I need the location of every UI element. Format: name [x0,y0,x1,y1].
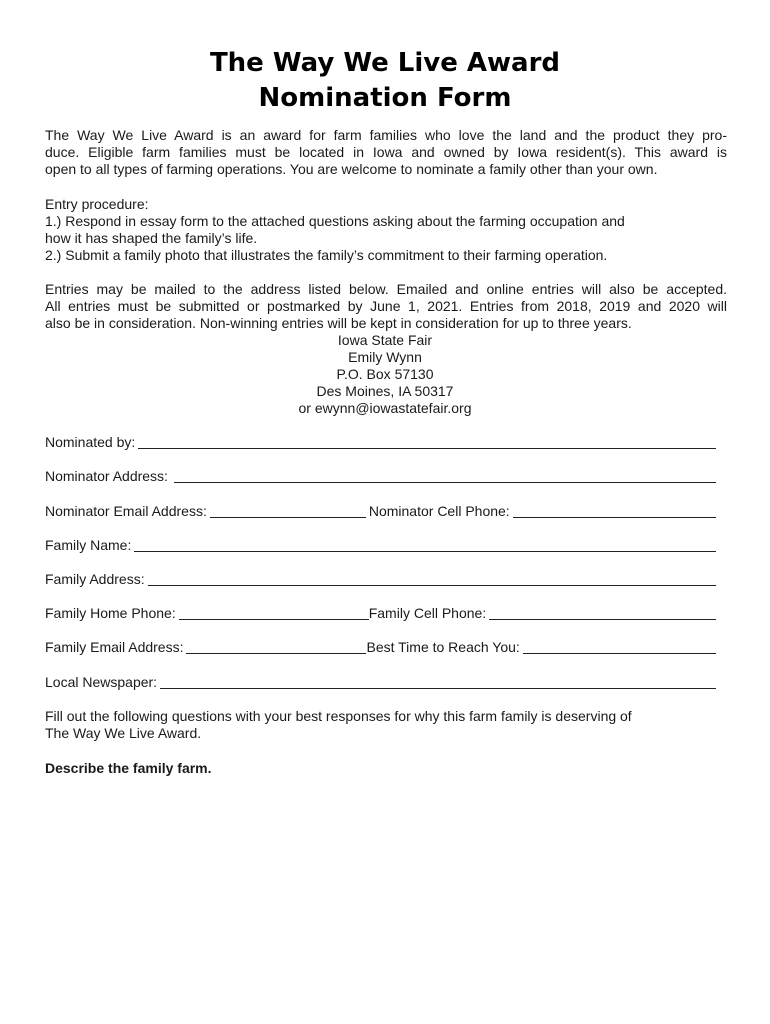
mailing-paragraph [45,281,727,332]
nominator-address-blank[interactable] [174,470,716,483]
nominator-contact-field [45,503,719,520]
family-home-phone-blank[interactable] [179,607,369,620]
family-cell-phone-blank[interactable] [489,607,716,620]
mailing-line: also be in consideration. Non-winning entries will be kept in consideration for up to three years. [45,315,632,331]
nominated-by-label: Nominated by: [45,434,136,450]
family-name-label: Family Name: [45,537,132,553]
intro-line: duce. Eligible farm families must be located in Iowa and owned by Iowa resident(s). This award is [45,144,727,160]
mailing-line: All entries must be submitted or postmarked by June 1, 2021. Entries from 2018, 2019 and 2020 will [45,298,727,314]
nominated-by-blank[interactable] [138,436,716,449]
address-line: Emily Wynn [348,349,422,365]
address-line: or ewynn@iowastatefair.org [298,400,472,416]
address-line: P.O. Box 57130 [336,366,434,382]
nominator-cell-label: Nominator Cell Phone: [368,503,510,519]
nominator-cell-blank[interactable] [513,505,716,518]
local-newspaper-label: Local Newspaper: [45,674,158,690]
best-time-label: Best Time to Reach You: [366,639,520,655]
question-describe-farm: Describe the family farm. [45,760,212,776]
best-time-blank[interactable] [523,641,716,654]
address-line: Des Moines, IA 50317 [316,383,454,399]
family-address-blank[interactable] [148,573,716,586]
family-email-label: Family Email Address: [45,639,184,655]
intro-paragraph [45,127,727,178]
address-line: Iowa State Fair [337,332,433,348]
procedure-line: how it has shaped the family’s life. [45,230,258,246]
instructions-paragraph [45,708,727,742]
form-title-line2: Nomination Form [258,83,512,113]
intro-line: The Way We Live Award is an award for farm families who love the land and the product they pro- [45,127,727,143]
mailing-address [0,332,770,417]
instructions-line: The Way We Live Award. [45,725,202,741]
family-address-label: Family Address: [45,571,145,587]
entry-procedure [45,196,727,264]
nominator-address-label: Nominator Address: [45,468,168,484]
local-newspaper-blank[interactable] [160,676,716,689]
instructions-line: Fill out the following questions with your best responses for why this farm family is deserving of [45,708,632,724]
family-email-blank[interactable] [186,641,366,654]
family-email-field [45,639,719,656]
nominator-email-blank[interactable] [210,505,366,518]
procedure-heading: Entry procedure: [45,196,149,212]
family-name-blank[interactable] [134,539,716,552]
family-cell-phone-label: Family Cell Phone: [368,605,487,621]
local-newspaper-field [45,674,719,691]
family-address-field [45,571,719,588]
nominator-email-label: Nominator Email Address: [45,503,207,519]
procedure-line: 1.) Respond in essay form to the attached questions asking about the farming occupation and [45,213,625,229]
family-home-phone-label: Family Home Phone: [45,605,176,621]
family-phone-field [45,605,719,622]
intro-line: open to all types of farming operations. You are welcome to nominate a family other than your own. [45,161,658,177]
mailing-line: Entries may be mailed to the address listed below. Emailed and online entries will also be accepted. [45,281,727,297]
nominated-by-field [45,434,719,451]
family-name-field [45,537,719,554]
nominator-address-field [45,468,719,485]
procedure-line: 2.) Submit a family photo that illustrates the family’s commitment to their farming operation. [45,247,608,263]
form-title-line1: The Way We Live Award [209,48,561,78]
